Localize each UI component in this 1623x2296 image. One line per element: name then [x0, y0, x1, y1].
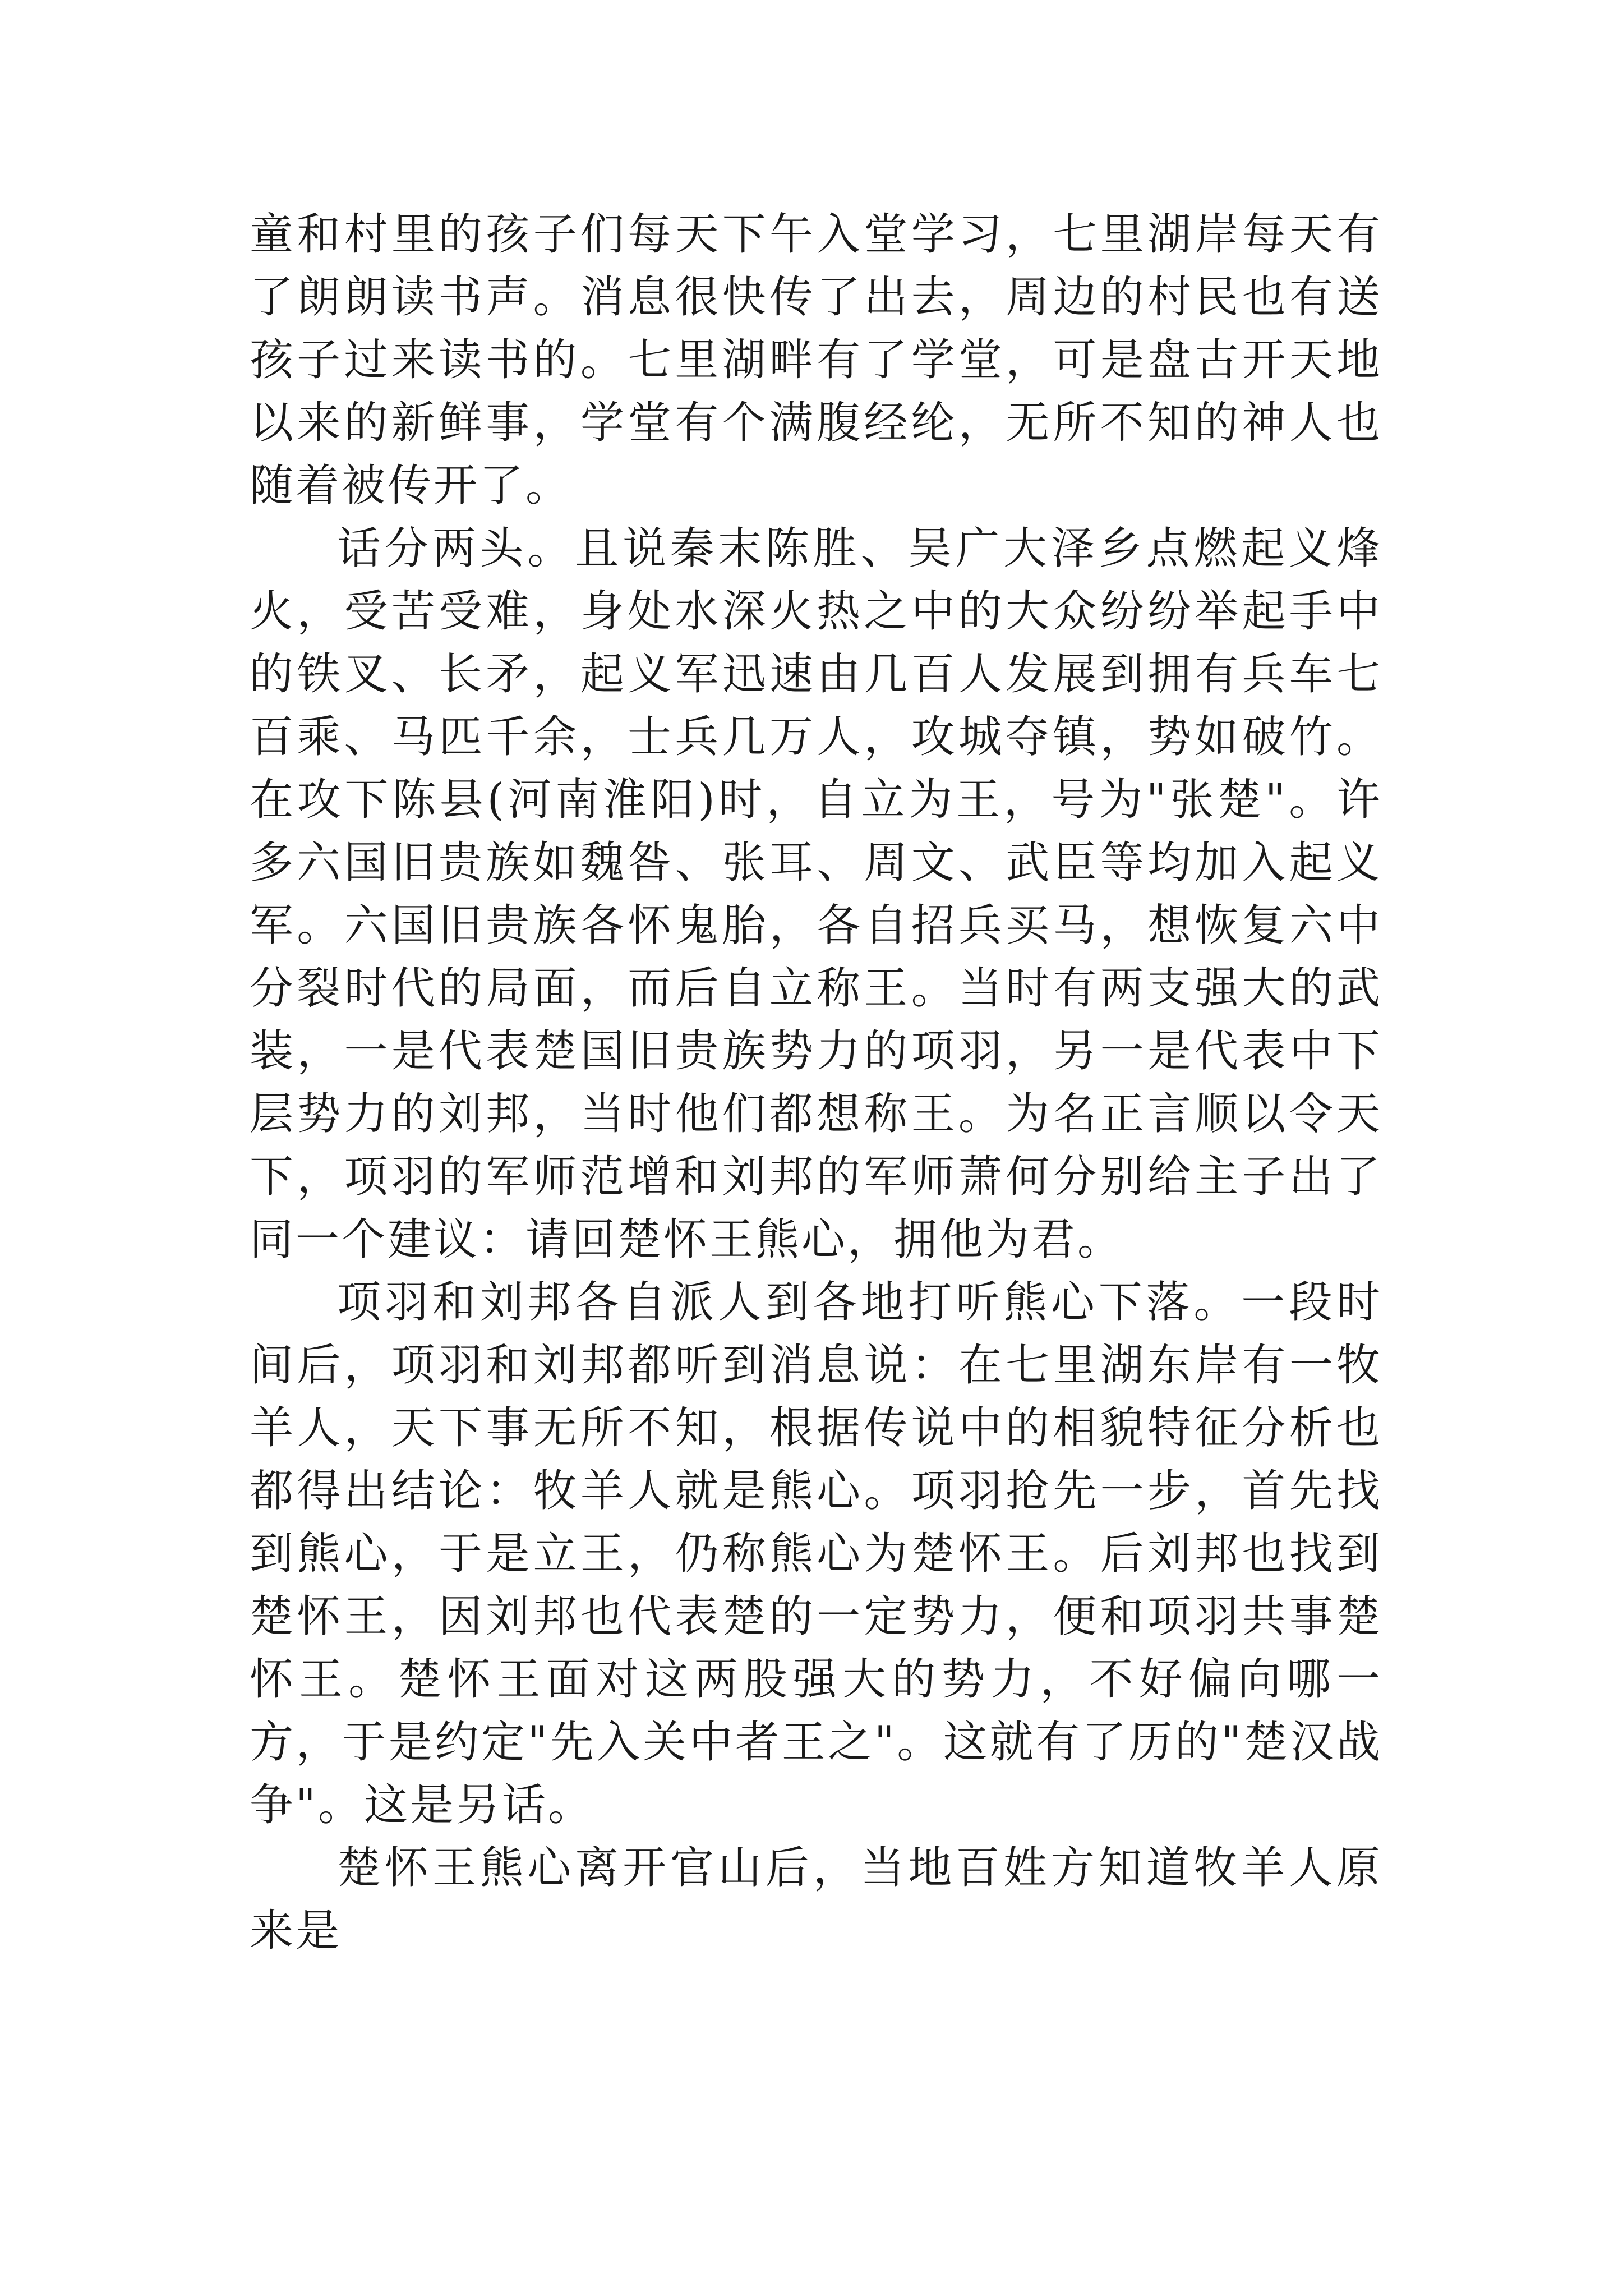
paragraph-2: 话分两头。且说秦末陈胜、吴广大泽乡点燃起义烽火，受苦受难，身处水深火热之中的大众纷纷举起手中的铁叉、长矛，起义军迅速由几百人发展到拥有兵车七百乘、马匹千余，士兵几万人，攻城夺镇，势如破竹。在攻下陈县(河南淮阳)时，自立为王，号为"张楚"。许多六国旧贵族如魏咎、张耳、周文、武臣等均加入起义军。六国旧贵族各怀鬼胎，各自招兵买马，想恢复六中分裂时代的局面，而后自立称王。当时有两支强大的武装，一是代表楚国旧贵族势力的项羽，另一是代表中下层势力的刘邦，当时他们都想称王。为名正言顺以令天下，项羽的军师范增和刘邦的军师萧何分别给主子出了同一个建议：请回楚怀王熊心，拥他为君。	[250, 523, 1382, 1265]
paragraph-3: 项羽和刘邦各自派人到各地打听熊心下落。一段时间后，项羽和刘邦都听到消息说：在七里湖东岸有一牧羊人，天下事无所不知，根据传说中的相貌特征分析也都得出结论：牧羊人就是熊心。项羽抢先一步，首先找到熊心，于是立王，仍称熊心为楚怀王。后刘邦也找到楚怀王，因刘邦也代表楚的一定势力，便和项羽共事楚怀王。楚怀王面对这两股强大的势力，不好偏向哪一方，于是约定"先入关中者王之"。这就有了历的"楚汉战争"。这是另话。	[250, 1277, 1382, 1830]
paragraph-4: 楚怀王熊心离开官山后，当地百姓方知道牧羊人原来是	[250, 1843, 1382, 1956]
paragraph-1: 童和村里的孩子们每天下午入堂学习，七里湖岸每天有了朗朗读书声。消息很快传了出去，周边的村民也有送孩子过来读书的。七里湖畔有了学堂，可是盘古开天地以来的新鲜事，学堂有个满腹经纶，无所不知的神人也随着被传开了。	[250, 209, 1382, 511]
body-text	[250, 203, 1382, 1962]
